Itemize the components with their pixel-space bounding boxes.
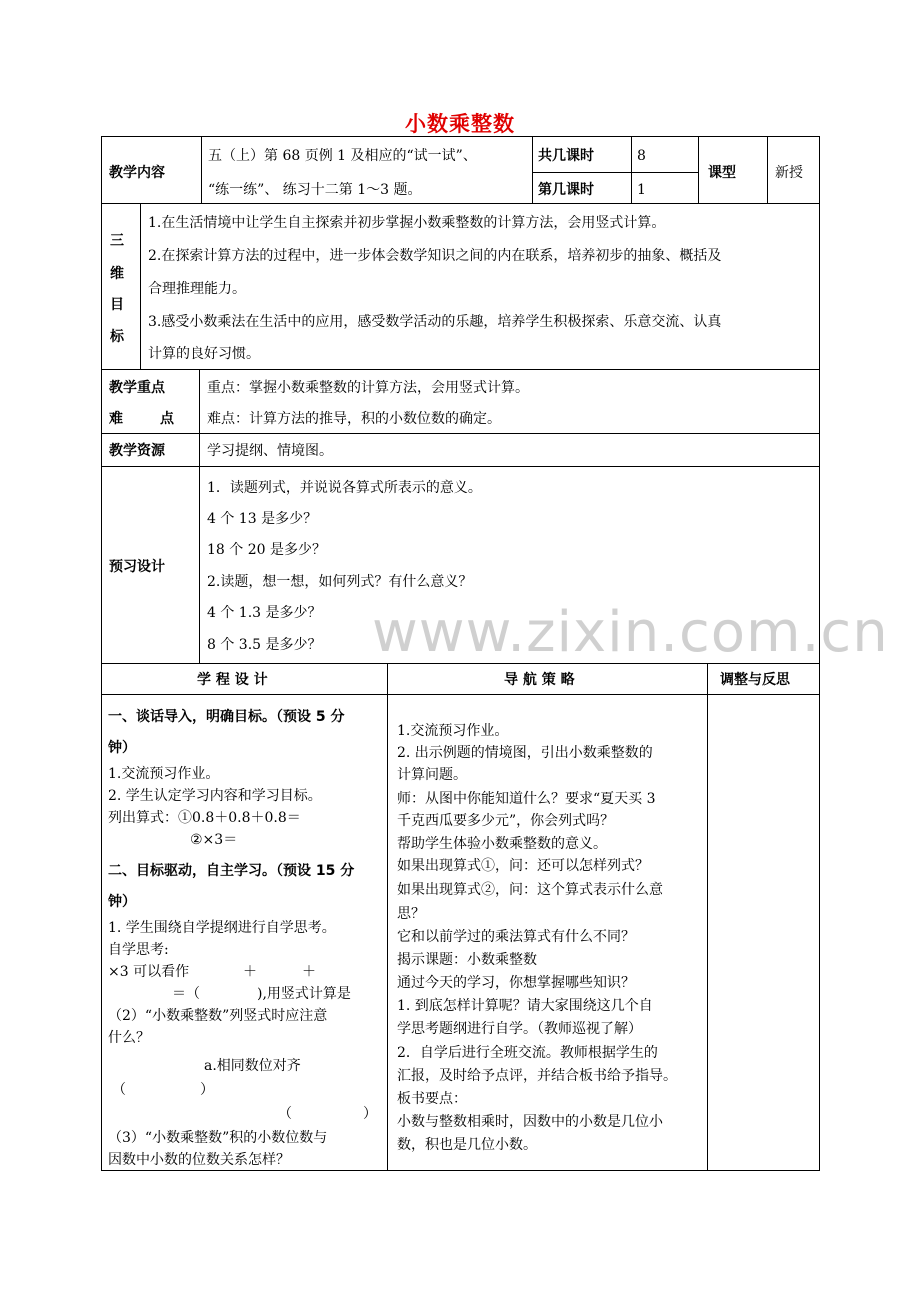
goal-line: 2.在探索计算方法的过程中，进一步体会数学知识之间的内在联系，培养初步的抽象、概括及 [148,248,722,264]
difficulty-label-a: 难 [109,411,123,427]
strategy-line: 如果出现算式①，问：还可以怎样列式？ [397,858,649,874]
preview-line: 18 个 20 是多少？ [207,542,326,558]
goals-label-char: 维 [110,266,124,282]
strategy-line: 2．自学后进行全班交流。教师根据学生的 [397,1045,658,1061]
content-line-2: “练一练”、 练习十二第 1～3 题。 [208,182,422,198]
section-2-line: ） [363,1106,377,1122]
difficulty-text: 难点：计算方法的推导，积的小数位数的确定。 [207,411,501,427]
table-line [631,136,632,204]
section-1-item: ②×3＝ [190,832,238,848]
content-label: 教学内容 [109,165,165,181]
section-2-line: ＋ [243,964,257,980]
goal-line: 合理推理能力。 [148,281,246,297]
strategy-line: 数，积也是几位小数。 [397,1137,537,1153]
strategy-column-header: 导 航 策 略 [504,672,575,688]
strategy-line: 汇报，及时给予点评，并结合板书给予指导。 [397,1068,677,1084]
resources-label: 教学资源 [109,443,165,459]
strategy-line: 思？ [397,906,425,922]
lesson-number-value: 1 [637,182,646,198]
strategy-line: 它和以前学过的乘法算式有什么不同？ [397,929,635,945]
table-border-top [101,136,819,137]
section-2-title: 二、目标驱动，自主学习。（预设 15 分 [108,863,355,879]
document-title: 小数乘整数 [405,112,515,136]
total-lessons-value: 8 [637,148,646,164]
strategy-line: 板书要点： [397,1091,467,1107]
table-line [101,694,819,695]
table-line [201,136,202,204]
section-1-title: 一、谈话导入，明确目标。（预设 5 分 [108,709,345,725]
strategy-line: 小数与整数相乘时，因数中的小数是几位小 [397,1114,663,1130]
section-2-line: （ [112,1082,126,1098]
resources-text: 学习提纲、情境图。 [207,443,333,459]
strategy-line: 学思考题纲进行自学。（教师巡视了解） [397,1021,642,1037]
preview-label: 预习设计 [109,559,165,575]
section-2-line: （ [278,1106,292,1122]
lesson-type-label: 课型 [708,165,736,181]
strategy-line: 计算问题。 [397,767,467,783]
goal-line: 计算的良好习惯。 [148,346,260,362]
section-2-line: ＋ [302,964,316,980]
section-2-line: a.相同数位对齐 [204,1058,301,1074]
goals-label-char: 标 [110,329,124,345]
section-1-item: 2. 学生认定学习内容和学习目标。 [108,788,322,804]
goals-label-char: 目 [110,297,124,313]
section-2-line: ×3 可以看作 [108,964,190,980]
strategy-line: 揭示课题：小数乘整数 [397,952,537,968]
lesson-type-value: 新授 [775,165,803,181]
watermark: www.zixin.com.cn [372,600,889,665]
section-2-line: ＝（ [172,986,200,1002]
strategy-line: 通过今天的学习，你想掌握哪些知识？ [397,975,635,991]
section-2-title-cont: 钟） [108,894,136,910]
section-2-line: 因数中小数的位数关系怎样？ [108,1152,290,1168]
section-2-line: 1. 学生围绕自学提纲进行自学思考。 [108,920,336,936]
preview-line: 2.读题，想一想，如何列式？有什么意义？ [207,574,473,590]
preview-line: 8 个 3.5 是多少？ [207,637,322,653]
table-line [532,172,698,173]
strategy-line: 如果出现算式②，问：这个算式表示什么意 [397,882,663,898]
table-line [387,663,388,1171]
reflect-column-header: 调整与反思 [720,672,790,688]
goal-line: 1.在生活情境中让学生自主探索并初步掌握小数乘整数的计算方法，会用竖式计算。 [148,215,666,231]
strategy-line: 帮助学生体验小数乘整数的意义。 [397,836,607,852]
table-border-left [101,136,102,1171]
strategy-line: 师：从图中你能知道什么？要求“夏天买 3 [397,791,656,807]
section-1-item: 列出算式：①0.8＋0.8＋0.8＝ [108,810,301,826]
table-line [532,136,533,204]
preview-line: 4 个 13 是多少？ [207,511,318,527]
table-line [140,203,141,370]
section-1-title-cont: 钟） [108,740,136,756]
section-2-line: （2）“小数乘整数”列竖式时应注意 [108,1008,328,1024]
preview-line: 1．读题列式，并说说各算式所表示的意义。 [207,480,482,496]
section-2-line: 自学思考: [108,942,169,958]
table-line [707,663,708,1171]
strategy-line: 千克西瓜要多少元”，你会列式吗？ [397,813,615,829]
table-line [101,369,819,370]
table-line [767,136,768,204]
strategy-line: 2. 出示例题的情境图，引出小数乘整数的 [397,745,653,761]
goal-line: 3.感受小数乘法在生活中的应用，感受数学活动的乐趣，培养学生积极探索、乐意交流、认真 [148,314,722,330]
table-line [101,203,819,204]
total-lessons-label: 共几课时 [538,148,594,164]
design-column-header: 学 程 设 计 [197,672,268,688]
table-line [698,136,699,204]
focus-text: 重点：掌握小数乘整数的计算方法，会用竖式计算。 [207,380,529,396]
key-points-label: 教学重点 [109,380,165,396]
goals-label-char: 三 [110,233,124,249]
strategy-line: 1.交流预习作业。 [397,723,509,739]
lesson-number-label: 第几课时 [538,182,594,198]
table-line [101,466,819,467]
table-border-bottom [101,1170,819,1171]
section-2-line: （3）“小数乘整数”积的小数位数与 [108,1130,328,1146]
section-2-line: ） [200,1082,214,1098]
table-line [101,433,819,434]
section-1-item: 1.交流预习作业。 [108,766,220,782]
difficulty-label-b: 点 [160,411,174,427]
preview-line: 4 个 1.3 是多少？ [207,605,322,621]
section-2-line: ),用竖式计算是 [257,986,351,1002]
strategy-line: 1. 到底怎样计算呢？请大家围绕这几个自 [397,998,653,1014]
table-line [199,369,200,664]
content-line-1: 五（上）第 68 页例 1 及相应的“试一试”、 [208,148,477,164]
section-2-line: 什么？ [108,1030,150,1046]
